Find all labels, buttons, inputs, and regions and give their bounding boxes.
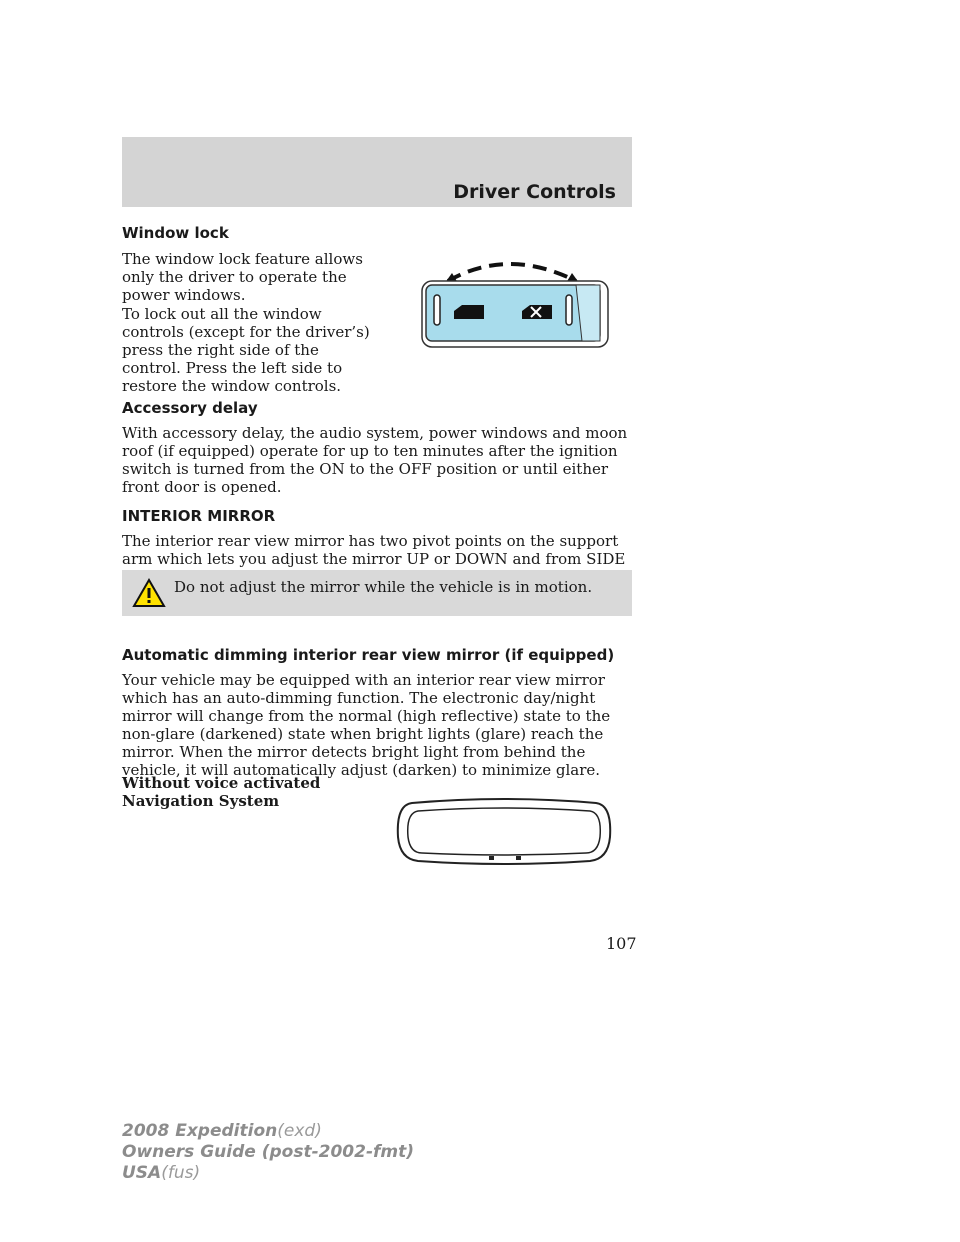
footer-model-code: (exd) [277,1121,322,1141]
heading-accessory-delay: Accessory delay [122,399,258,417]
window-lock-switch-illustration [418,255,612,351]
page-header [122,137,632,207]
accessory-delay-para: With accessory delay, the audio system, power windows and moon roof (if equipped) operate for up to ten minutes after the ignition switch is turned from the ON to the OFF position or until either front door is opened. [122,424,628,496]
subheading-line-1: Without voice activated [122,774,321,792]
subheading-line-2: Navigation System [122,792,280,810]
warning-box [122,570,632,616]
interior-mirror-para: The interior rear view mirror has two pivot points on the support arm which lets you adjust the mirror UP or DOWN and from SIDE [122,532,626,568]
auto-dimming-para: Your vehicle may be equipped with an interior rear view mirror which has an auto-dimming function. The electronic day/night mirror will change from the normal (high reflective) state to the non-glare (darkened) state when bright lights (glare) reach the mirror. When the mirror detects bright light from behind the vehicle, it will automatically adjust (darken) to minimize glare. [122,671,611,779]
footer-model: 2008 Expedition [122,1121,278,1141]
window-lock-para-2: To lock out all the window controls (except for the driver’s) press the right side of the control. Press the left side to restore the window controls. [122,305,370,395]
warning-text: Do not adjust the mirror while the vehicle is in motion. [174,578,593,596]
heading-interior-mirror: INTERIOR MIRROR [122,507,276,525]
subheading-voice-nav [122,774,382,810]
heading-auto-dimming: Automatic dimming interior rear view mirror (if equipped) [122,646,615,664]
heading-window-lock: Window lock [122,224,229,242]
footer-guide: Owners Guide (post-2002-fmt) [122,1142,415,1162]
page-number: 107 [606,934,637,953]
footer-market-code: (fus) [161,1163,201,1183]
footer-market: USA [122,1163,162,1183]
warning-triangle-icon [132,578,166,608]
mirror-led-icon [489,856,494,860]
mirror-led-icon [516,856,521,860]
footer-meta [122,1121,414,1184]
page-title: Driver Controls [453,181,616,203]
window-lock-para-1: The window lock feature allows only the driver to operate the power windows. [122,250,363,304]
rear-view-mirror-illustration [392,797,616,873]
